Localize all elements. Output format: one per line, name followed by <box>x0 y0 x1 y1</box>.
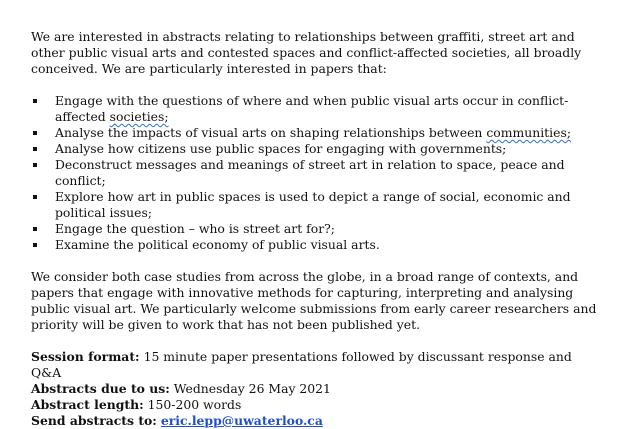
body-paragraph: We consider both case studies from across the globe, in a broad range of contexts, and papers that engage with innovative methods for capturing, interpreting and analysing public visual art. We particularly welcome submissions from early career researchers and priority will be given to work that has not been published yet. <box>31 269 597 332</box>
spellcheck-flagged-word[interactable]: communities; <box>486 125 571 140</box>
email-link[interactable]: eric.lepp@uwaterloo.ca <box>160 413 323 428</box>
list-item <box>31 157 601 189</box>
list-item <box>31 93 601 125</box>
bullet-marker <box>33 99 37 103</box>
abstract-length-line <box>31 397 601 413</box>
abstract-length-label: Abstract length: <box>31 397 144 412</box>
bullet-marker <box>33 131 37 135</box>
session-format-value: 15 minute paper presentations followed by discussant response and Q&A <box>31 349 572 380</box>
list-item <box>31 141 601 157</box>
bullet-marker <box>33 243 37 247</box>
bullet-marker <box>33 227 37 231</box>
due-date-label: Abstracts due to us: <box>31 381 170 396</box>
send-to-line <box>31 413 601 429</box>
list-item <box>31 237 601 253</box>
list-item-text: Analyse the impacts of visual arts on shaping relationships between <box>55 125 487 140</box>
list-item-text: Analyse how citizens use public spaces for engaging with governments; <box>55 141 507 156</box>
topics-list <box>31 93 601 253</box>
abstract-length-value: 150-200 words <box>143 397 242 412</box>
list-item-text: Engage the question – who is street art for?; <box>55 221 335 236</box>
intro-paragraph: We are interested in abstracts relating to relationships between graffiti, street art and other public visual arts and contested spaces and conflict-affected societies, all broadly conceived. We are particularly interested in papers that: <box>31 29 582 76</box>
list-item <box>31 125 601 141</box>
bullet-marker <box>33 163 37 167</box>
send-to-label: Send abstracts to: <box>31 413 157 428</box>
due-date-line <box>31 381 601 397</box>
bullet-marker <box>33 147 37 151</box>
document-body <box>31 29 601 429</box>
spellcheck-flagged-word[interactable]: societies; <box>109 109 169 124</box>
session-details <box>31 349 601 429</box>
list-item-text: Deconstruct messages and meanings of street art in relation to space, peace and conflict; <box>55 157 565 188</box>
list-item <box>31 189 601 221</box>
list-item-text: Engage with the questions of where and when public visual arts occur in conflict-affected <box>55 93 569 124</box>
session-format-label: Session format: <box>31 349 140 364</box>
session-format-line <box>31 349 601 381</box>
list-item-text: Examine the political economy of public visual arts. <box>55 237 380 252</box>
bullet-marker <box>33 195 37 199</box>
list-item <box>31 221 601 237</box>
list-item-text: Explore how art in public spaces is used to depict a range of social, economic and political issues; <box>55 189 571 220</box>
due-date-value: Wednesday 26 May 2021 <box>169 381 331 396</box>
